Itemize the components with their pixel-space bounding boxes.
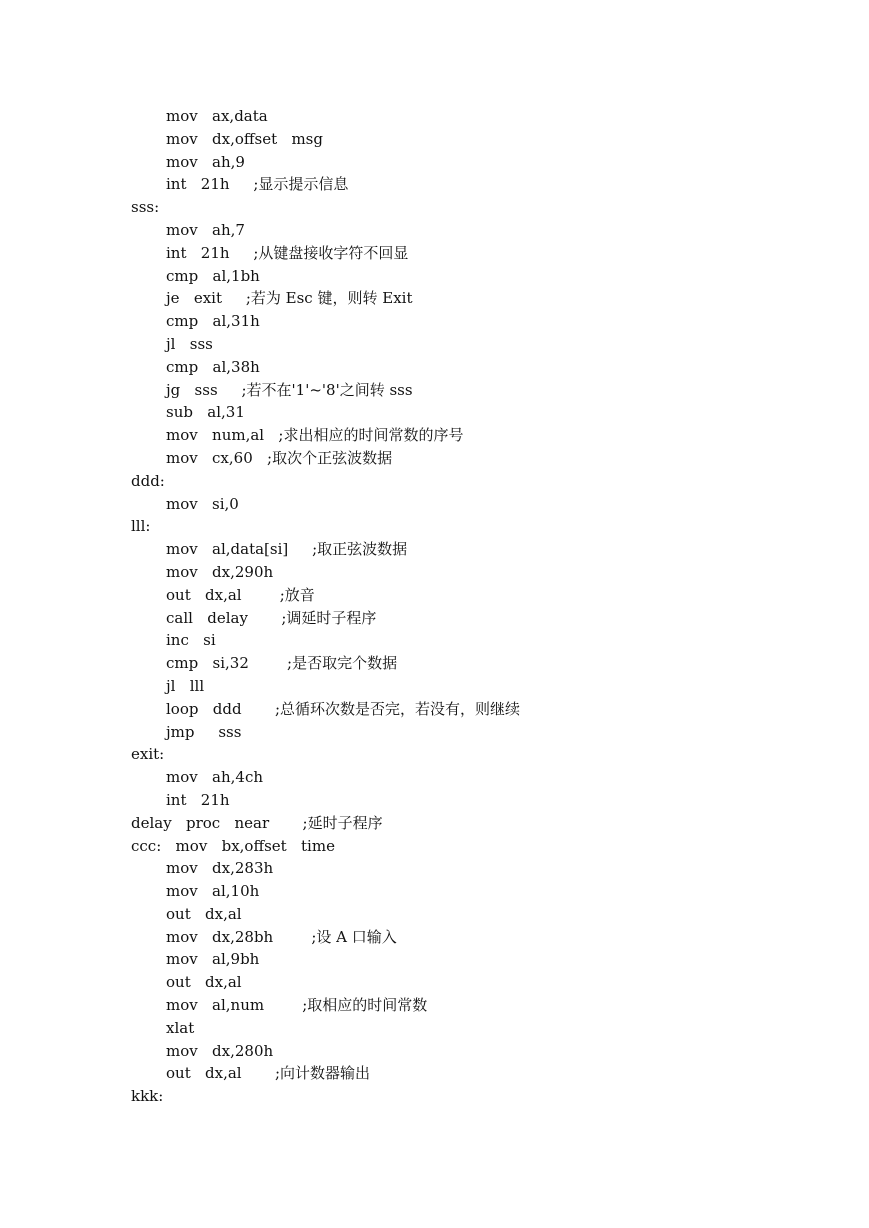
- code-line: mov dx,offset msg: [166, 129, 323, 148]
- code-line: mov dx,290h: [166, 562, 274, 581]
- code-line: jmp sss: [166, 722, 242, 741]
- code-line: mov dx,28bh ;设 A 口输入: [166, 927, 397, 946]
- code-line: out dx,al ;向计数器输出: [166, 1064, 371, 1083]
- code-line: jl lll: [166, 676, 205, 695]
- code-line: cmp al,38h: [166, 357, 260, 376]
- code-line: int 21h: [166, 790, 230, 809]
- code-line: out dx,al: [166, 904, 242, 923]
- code-label-kkk: kkk:: [131, 1087, 164, 1106]
- code-line: mov al,data[si] ;取正弦波数据: [166, 540, 408, 559]
- code-line: mov dx,280h: [166, 1041, 274, 1060]
- code-line: cmp al,31h: [166, 312, 260, 331]
- code-label-lll: lll:: [131, 517, 151, 536]
- code-line: jg sss ;若不在'1'~'8'之间转 sss: [166, 380, 413, 399]
- code-line: out dx,al: [166, 973, 242, 992]
- code-line: mov dx,283h: [166, 859, 274, 878]
- code-label-exit: exit:: [131, 745, 165, 764]
- code-line: mov ah,9: [166, 152, 245, 171]
- code-line: sub al,31: [166, 403, 245, 422]
- code-label-ddd: ddd:: [131, 471, 165, 490]
- code-line: mov ax,data: [166, 107, 268, 125]
- assembly-code-listing: [131, 105, 831, 1108]
- code-line: int 21h ;从键盘接收字符不回显: [166, 243, 409, 262]
- code-line: mov al,num ;取相应的时间常数: [166, 996, 428, 1015]
- code-line: out dx,al ;放音: [166, 585, 315, 604]
- code-line: call delay ;调延时子程序: [166, 608, 377, 627]
- code-label-sss: sss:: [131, 198, 160, 217]
- code-line: mov ah,7: [166, 220, 245, 239]
- code-proc-delay: delay proc near ;延时子程序: [131, 813, 383, 832]
- code-line: mov ah,4ch: [166, 768, 264, 787]
- code-line: mov num,al ;求出相应的时间常数的序号: [166, 426, 464, 445]
- code-label-ccc: ccc: mov bx,offset time: [131, 836, 335, 855]
- code-line: cmp si,32 ;是否取完个数据: [166, 654, 398, 673]
- code-line: inc si: [166, 631, 216, 650]
- code-line: int 21h ;显示提示信息: [166, 175, 349, 194]
- code-line: jl sss: [166, 334, 213, 353]
- code-line: mov al,9bh: [166, 950, 260, 969]
- code-line: cmp al,1bh: [166, 266, 260, 285]
- code-line: mov cx,60 ;取次个正弦波数据: [166, 448, 393, 467]
- code-line: je exit ;若为 Esc 键，则转 Exit: [166, 289, 413, 308]
- code-line: mov al,10h: [166, 882, 260, 901]
- code-line: xlat: [166, 1018, 195, 1037]
- code-line: mov si,0: [166, 494, 239, 513]
- code-line: loop ddd ;总循环次数是否完，若没有，则继续: [166, 699, 521, 718]
